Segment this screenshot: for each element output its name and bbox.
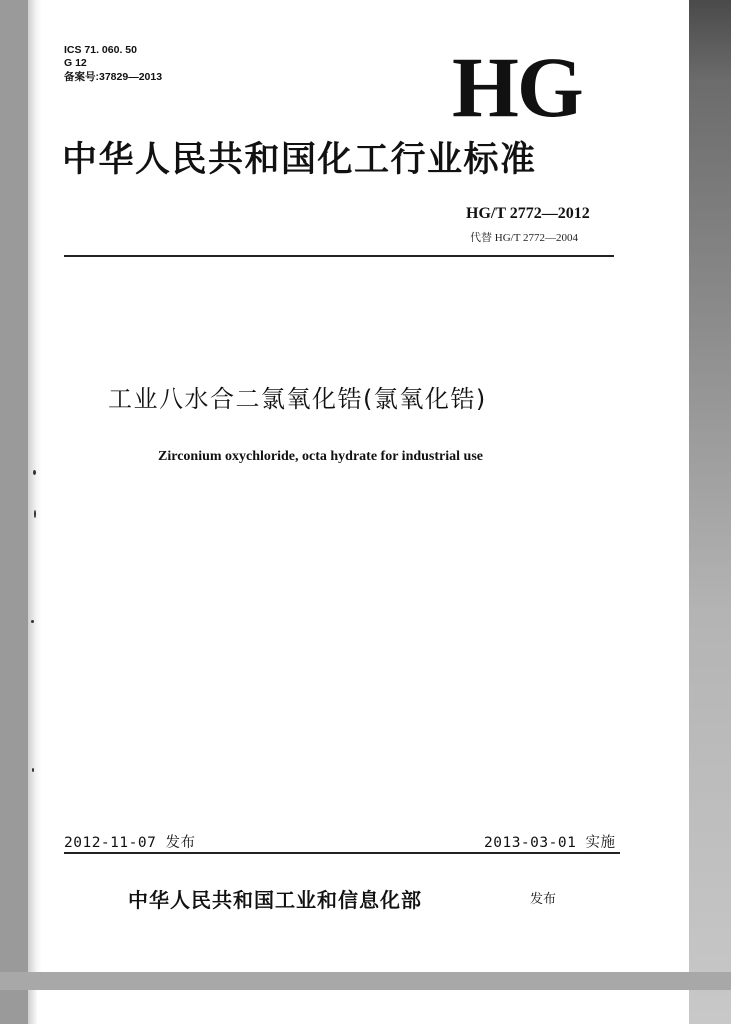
next-page-top [28, 990, 689, 1024]
publish-date: 2012-11-07 发布 [64, 835, 196, 851]
replaces-standard: 代替 HG/T 2772—2004 [470, 232, 578, 244]
standard-title: 中华人民共和国化工行业标准 [62, 140, 537, 180]
footer-divider [64, 852, 620, 854]
scan-speck [34, 510, 36, 518]
scan-gutter-right [689, 0, 731, 1024]
classification-code: G 12 [64, 57, 87, 69]
page-separator [0, 972, 731, 990]
document-title-cn: 工业八水合二氯氧化锆(氯氧化锆) [108, 385, 487, 413]
standard-code: HG/T 2772—2012 [466, 205, 590, 222]
issuing-authority: 中华人民共和国工业和信息化部 [128, 888, 422, 912]
header-divider [64, 255, 614, 257]
scan-speck [33, 470, 36, 475]
issuing-label: 发布 [530, 892, 557, 907]
effective-date: 2013-03-01 实施 [484, 835, 616, 851]
record-number: 备案号:37829—2013 [64, 71, 163, 83]
hg-logo: HG [452, 39, 582, 135]
scan-speck [32, 768, 34, 772]
document-title-en: Zirconium oxychloride, octa hydrate for industrial use [158, 449, 483, 464]
ics-number: ICS 71. 060. 50 [64, 44, 137, 56]
scan-left-edge [28, 0, 42, 972]
next-page-edge [28, 990, 38, 1024]
scan-speck [31, 620, 34, 623]
